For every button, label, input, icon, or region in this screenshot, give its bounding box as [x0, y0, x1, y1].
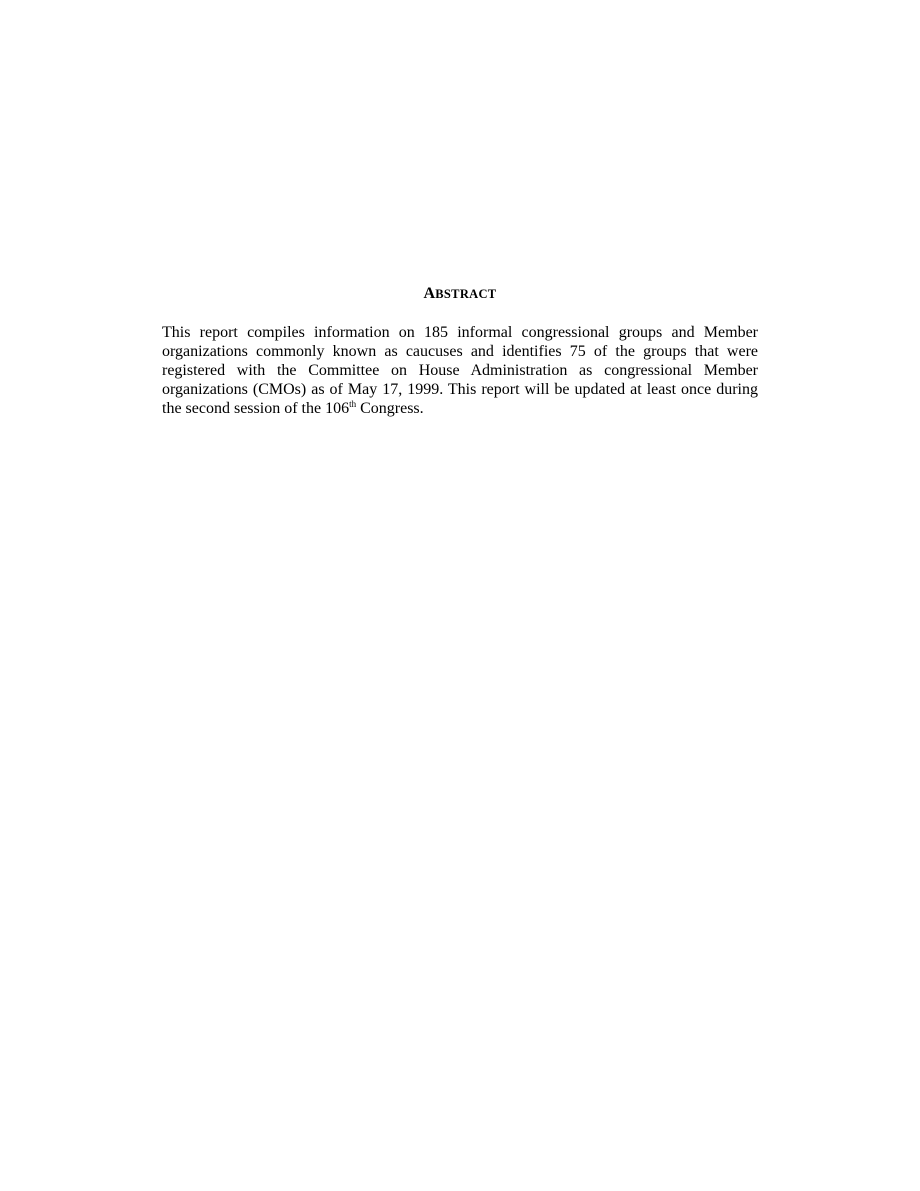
abstract-text-ending: Congress.	[356, 400, 424, 417]
abstract-heading	[162, 283, 758, 305]
abstract-paragraph	[162, 323, 758, 418]
abstract-text: This report compiles information on 185 informal congressional groups and Member organizations commonly known as caucuses and identifies 75 of the groups that were registered with the Committee on House Administration as congressional Member organizations (CMOs) as of May 17, 1999. This report will be updated at least once during the second session of the 106	[162, 324, 758, 417]
abstract-heading-initial: A	[423, 285, 436, 302]
abstract-section	[162, 283, 758, 418]
ordinal-superscript: th	[349, 399, 357, 409]
abstract-heading-smallcaps: BSTRACT	[435, 287, 497, 301]
